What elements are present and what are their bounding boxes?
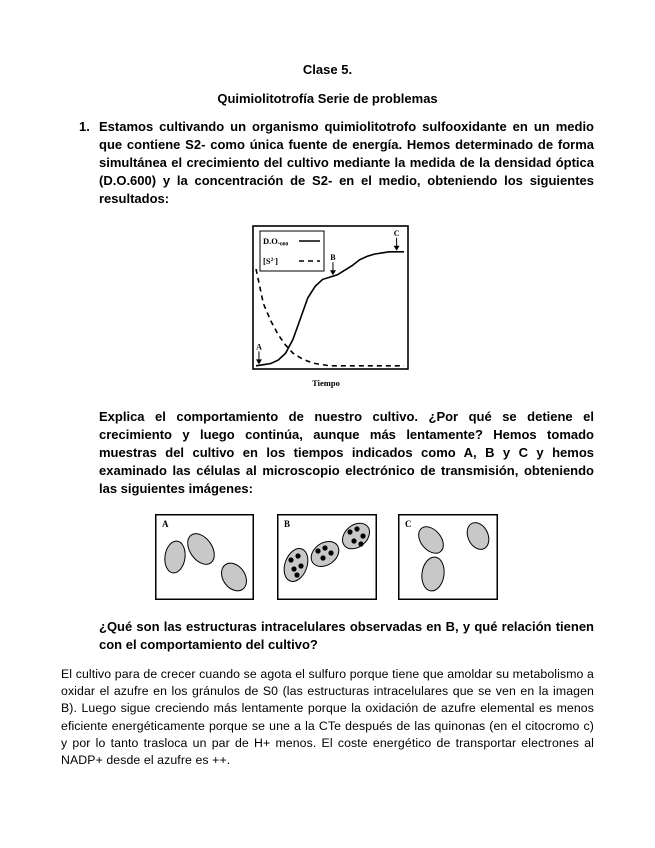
sulfur-granule — [298, 563, 303, 568]
x-axis-label: Tiempo — [312, 378, 340, 388]
sulfur-granule — [360, 533, 365, 538]
annotation-label-c: C — [393, 228, 400, 238]
annotation-arrowhead-b — [330, 270, 336, 275]
sulfur-granule — [295, 553, 300, 558]
micrograph-label-b: B — [284, 519, 291, 529]
sulfur-granule — [315, 548, 320, 553]
series-line-sulfide — [256, 269, 404, 366]
sulfur-granule — [351, 538, 356, 543]
annotation-label-b: B — [330, 253, 336, 263]
sulfur-granule — [291, 566, 296, 571]
sulfur-granule — [328, 550, 333, 555]
sulfur-granule — [288, 557, 293, 562]
sulfur-granule — [320, 555, 325, 560]
problem-number: 1. — [79, 119, 90, 134]
micrograph-panel-c — [398, 514, 498, 600]
micrograph-label-c: C — [405, 519, 412, 529]
sulfur-granule — [322, 545, 327, 550]
annotation-label-a: A — [256, 342, 262, 352]
series-title: Quimiolitotrofía Serie de problemas — [217, 91, 438, 106]
problem-intro: Estamos cultivando un organismo quimiolitotrofo sulfooxidante en un medio que contiene S2- como única fuente de energía. Hemos determinado de forma simultánea el crecimiento del cultivo mediante la medida de la densidad óptica (D.O.600) y la concentración de S2- en el medio, obteniendo los siguientes resultados: — [99, 119, 594, 206]
legend-label-sulfide: $[S^{2-}]$ — [263, 256, 278, 266]
sulfur-granule — [354, 526, 359, 531]
class-title: Clase 5. — [302, 62, 353, 77]
sulfur-granule — [358, 541, 363, 546]
micrograph-label-a: A — [162, 519, 169, 529]
explanation-paragraph: Explica el comportamiento de nuestro cultivo. ¿Por qué se detiene el crecimiento y luego continúa, aunque más lentamente? Hemos tomado muestras del cultivo en los tiempos indicados como A, B y C y hemos examinado las células al microscopio electrónico de transmisión, obteniendo las siguientes imágenes: — [99, 409, 594, 496]
legend-label-od: D.O.600 — [263, 236, 289, 248]
annotation-arrowhead-a — [256, 359, 262, 364]
sulfur-granule — [347, 529, 352, 534]
micrograph-panel-a — [155, 514, 254, 600]
micrograph-panel-b — [277, 514, 377, 600]
question-paragraph: ¿Qué son las estructuras intracelulares observadas en B, y qué relación tienen con el comportamiento del cultivo? — [99, 619, 594, 652]
sulfur-granule — [294, 572, 299, 577]
answer-paragraph: El cultivo para de crecer cuando se agota el sulfuro porque tiene que amoldar su metabolismo a oxidar el azufre en los gránulos de S0 (las estructuras intracelulares que se ven en la imagen B). Luego sigue creciendo más lentamente porque la oxidación de azufre elemental es menos eficiente energéticamente porque se une a la CTe después de las quinonas (en el citocromo c) y por lo tanto trasloca un par de H+ menos. El coste energético de transportar electrones al NADP+ desde el azufre es ++. — [61, 667, 594, 768]
annotation-arrowhead-c — [394, 246, 400, 251]
growth-chart — [246, 222, 416, 394]
